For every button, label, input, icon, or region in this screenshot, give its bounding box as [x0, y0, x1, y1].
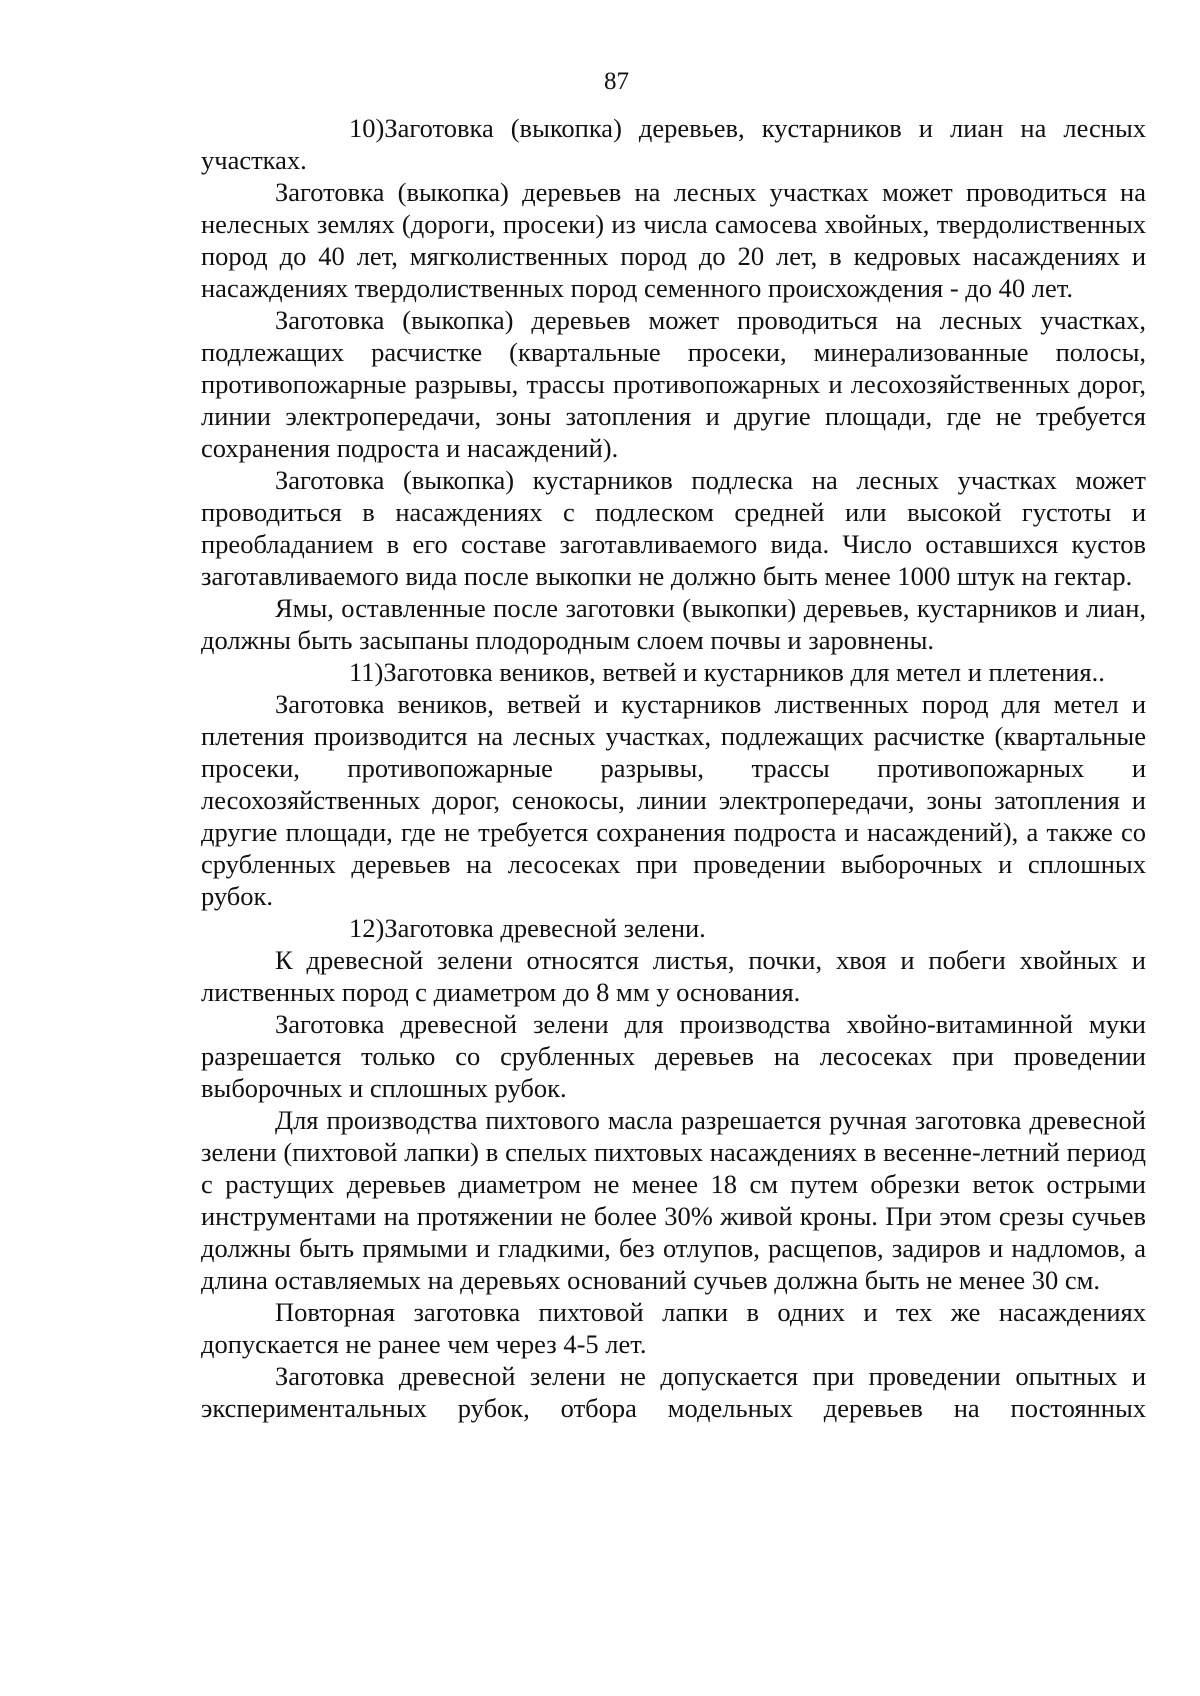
paragraph: Повторная заготовка пихтовой лапки в одних и тех же насаждениях допускается не ранее чем через 4-5 лет. — [201, 1297, 1146, 1359]
paragraph: Заготовка (выкопка) деревьев может проводиться на лесных участках, подлежащих расчистке (квартальные просеки, минерализованные полосы, противопожарные разрывы, трассы противопожарных и лесохозяйственных дорог, линии электропередачи, зоны затопления и другие площади, где не требуется сохранения подроста и насаждений). — [201, 305, 1146, 463]
paragraph: Заготовка (выкопка) кустарников подлеска на лесных участках может проводиться в насаждениях с подлеском средней или высокой густоты и преобладанием в его составе заготавливаемого вида. Число оставшихся кустов заготавливаемого вида после выкопки не должно быть менее 1000 штук на гектар. — [201, 465, 1146, 591]
paragraph: Заготовка древесной зелени не допускается при проведении опытных и экспериментальных рубок, отбора модельных деревьев на постоянных — [201, 1361, 1146, 1423]
item-number: 12) — [349, 913, 385, 943]
paragraph: Заготовка (выкопка) деревьев на лесных участках может проводиться на нелесных землях (дороги, просеки) из числа самосева хвойных, твердолиственных пород до 40 лет, мягколиственных пород до 20 лет, в кедровых насаждениях и насаждениях твердолиственных пород семенного происхождения - до 40 лет. — [201, 177, 1146, 303]
list-item-11 — [201, 656, 1146, 688]
document-body — [201, 112, 1146, 1424]
paragraph: К древесной зелени относятся листья, почки, хвоя и побеги хвойных и лиственных пород с диаметром до 8 мм у основания. — [201, 945, 1146, 1007]
item-heading: Заготовка веников, ветвей и кустарников для метел и плетения.. — [383, 657, 1105, 687]
list-item-10 — [201, 112, 1146, 176]
item-heading: Заготовка древесной зелени. — [384, 913, 706, 943]
item-number: 10) — [349, 113, 385, 143]
item-heading: Заготовка (выкопка) деревьев, кустарников и лиан на лесных участках. — [201, 113, 1146, 175]
item-number: 11) — [349, 657, 384, 687]
paragraph: Для производства пихтового масла разрешается ручная заготовка древесной зелени (пихтовой лапки) в спелых пихтовых насаждениях в весенне-летний период с растущих деревьев диаметром не менее 18 см путем обрезки веток острыми инструментами на протяжении не более 30% живой кроны. При этом срезы сучьев должны быть прямыми и гладкими, без отлупов, расщепов, задиров и надломов, а длина оставляемых на деревьях оснований сучьев должна быть не менее 30 см. — [201, 1105, 1146, 1295]
list-item-12 — [201, 912, 1146, 944]
page-number: 87 — [604, 68, 629, 95]
paragraph: Заготовка веников, ветвей и кустарников лиственных пород для метел и плетения производится на лесных участках, подлежащих расчистке (квартальные просеки, противопожарные разрывы, трассы противопожарных и лесохозяйственных дорог, сенокосы, линии электропередачи, зоны затопления и другие площади, где не требуется сохранения подроста и насаждений), а также со срубленных деревьев на лесосеках при проведении выборочных и сплошных рубок. — [201, 689, 1146, 911]
paragraph: Ямы, оставленные после заготовки (выкопки) деревьев, кустарников и лиан, должны быть засыпаны плодородным слоем почвы и заровнены. — [201, 593, 1146, 655]
paragraph: Заготовка древесной зелени для производства хвойно-витаминной муки разрешается только со срубленных деревьев на лесосеках при проведении выборочных и сплошных рубок. — [201, 1009, 1146, 1103]
